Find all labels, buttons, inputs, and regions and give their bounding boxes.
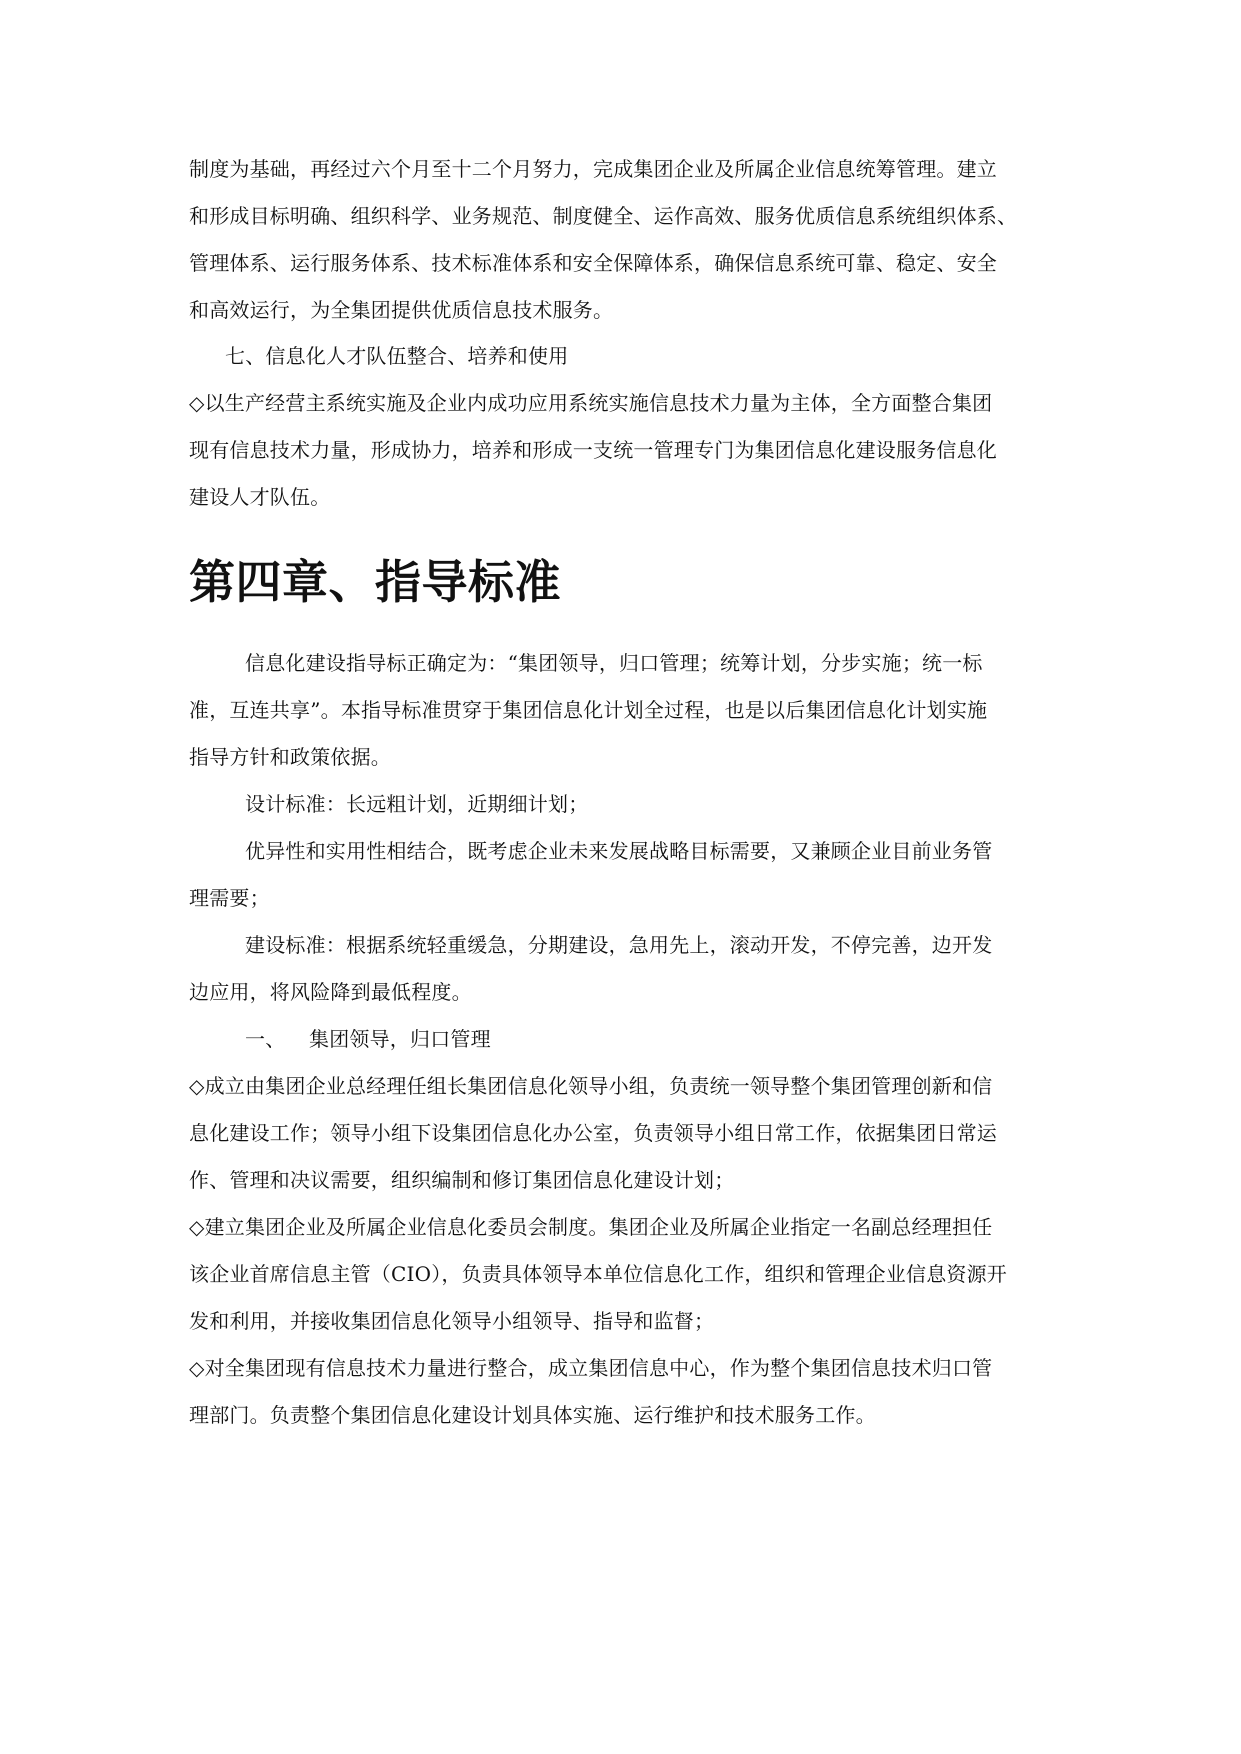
paragraph-construction-standard	[189, 932, 1062, 1005]
paragraph-line: 信息化建设指导标正确定为：“集团领导，归口管理；统筹计划，分步实施；统一标	[245, 651, 983, 675]
paragraph-system-foundation	[189, 156, 1062, 323]
paragraph-line: 现有信息技术力量，形成协力，培养和形成一支统一管理专门为集团信息化建设服务信息化	[189, 438, 997, 462]
paragraph-line: 该企业首席信息主管（CIO），负责具体领导本单位信息化工作，组织和管理企业信息资源开	[189, 1262, 1007, 1286]
section-heading: 七、信息化人才队伍整合、培养和使用	[225, 344, 569, 368]
paragraph-line: ◇以生产经营主系统实施及企业内成功应用系统实施信息技术力量为主体，全方面整合集团	[189, 391, 993, 415]
bullet-paragraph	[189, 1214, 1062, 1334]
paragraph-line: 理部门。负责整个集团信息化建设计划具体实施、运行维护和技术服务工作。	[189, 1403, 876, 1427]
paragraph-line: 发和利用，并接收集团信息化领导小组领导、指导和监督；	[189, 1309, 715, 1333]
paragraph-line: 理需要；	[189, 886, 270, 910]
bullet-paragraph	[189, 1355, 1062, 1428]
paragraph-line: ◇建立集团企业及所属企业信息化委员会制度。集团企业及所属企业指定一名副总经理担任	[189, 1215, 993, 1239]
subsection-heading	[189, 1026, 1062, 1052]
paragraph-line: ◇对全集团现有信息技术力量进行整合，成立集团信息中心，作为整个集团信息技术归口管	[189, 1356, 993, 1380]
paragraph-line: 作、管理和决议需要，组织编制和修订集团信息化建设计划；	[189, 1168, 735, 1192]
paragraph-line: 指导方针和政策依据。	[189, 745, 391, 769]
paragraph-line: 优异性和实用性相结合，既考虑企业未来发展战略目标需要，又兼顾企业目前业务管	[245, 839, 993, 863]
paragraph-superiority	[189, 838, 1062, 911]
subsection-number: 一、	[245, 1027, 286, 1051]
paragraph-line: 建设标准：根据系统轻重缓急，分期建设，急用先上，滚动开发，不停完善，边开发	[245, 933, 993, 957]
paragraph-guiding-principle	[189, 650, 1062, 770]
chapter-title: 第四章、指导标准	[189, 555, 561, 609]
paragraph-line: 制度为基础，再经过六个月至十二个月努力，完成集团企业及所属企业信息统筹管理。建立	[189, 157, 997, 181]
document-content	[189, 156, 1062, 1428]
paragraph-line: 管理体系、运行服务体系、技术标准体系和安全保障体系，确保信息系统可靠、稳定、安全	[189, 251, 997, 275]
section-seven	[189, 343, 1062, 510]
subsection-title: 集团领导，归口管理	[309, 1027, 491, 1051]
paragraph-line: 息化建设工作；领导小组下设集团信息化办公室，负责领导小组日常工作，依据集团日常运	[189, 1121, 997, 1145]
paragraph-line: ◇成立由集团企业总经理任组长集团信息化领导小组，负责统一领导整个集团管理创新和信	[189, 1074, 993, 1098]
paragraph-design-standard: 设计标准：长远粗计划，近期细计划；	[245, 792, 589, 816]
paragraph-line: 建设人才队伍。	[189, 485, 331, 509]
paragraph-line: 准，互连共享”。本指导标准贯穿于集团信息化计划全过程，也是以后集团信息化计划实施	[189, 698, 988, 722]
bullet-paragraph	[189, 1073, 1062, 1193]
paragraph-line: 和形成目标明确、组织科学、业务规范、制度健全、运作高效、服务优质信息系统组织体系、	[189, 204, 1018, 228]
paragraph-line: 和高效运行，为全集团提供优质信息技术服务。	[189, 298, 614, 322]
paragraph-line: 边应用，将风险降到最低程度。	[189, 980, 472, 1004]
